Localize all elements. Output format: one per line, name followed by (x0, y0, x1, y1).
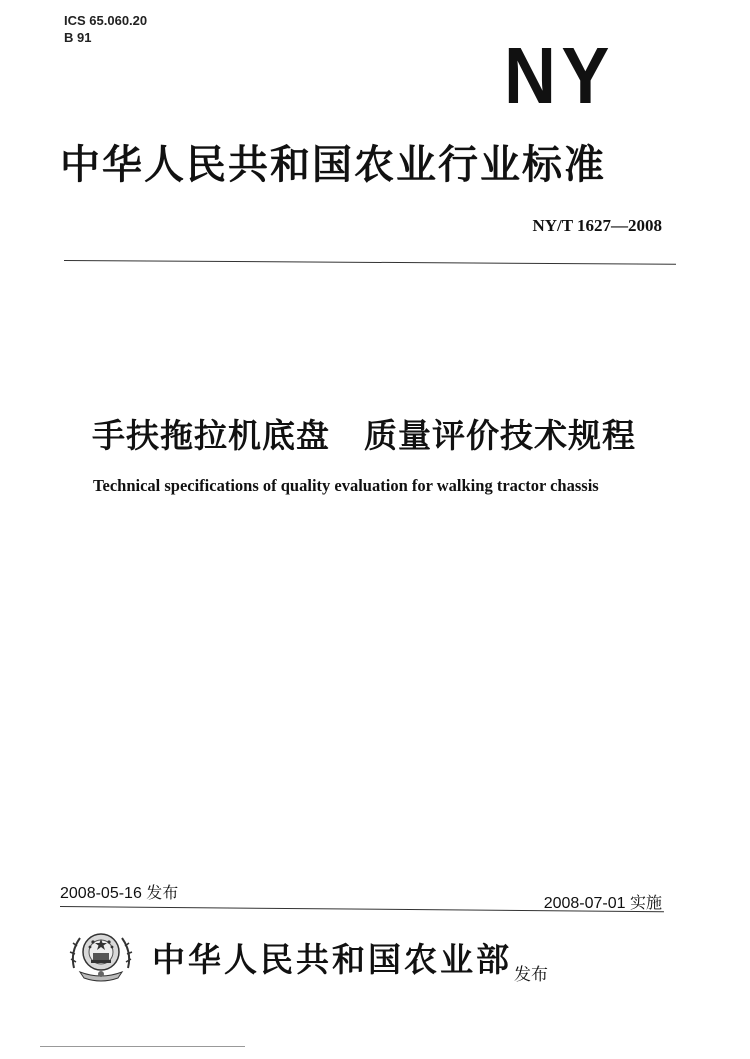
issuing-ministry: 中华人民共和国农业部 (152, 940, 512, 979)
classification-codes (64, 12, 147, 46)
standard-number: NY/T 1627—2008 (532, 216, 662, 235)
standard-category-title: 中华人民共和国农业行业标准 (60, 141, 606, 188)
ics-code: ICS 65.060.20 (64, 13, 148, 28)
national-emblem-icon (66, 922, 136, 986)
header-divider (64, 260, 676, 265)
scan-artifact-line (40, 1046, 245, 1047)
issue-date: 2008-05-16 发布 (60, 885, 179, 902)
document-title-cn: 手扶拖拉机底盘 质量评价技术规程 (92, 416, 636, 455)
ny-logo: NY (504, 31, 615, 120)
ccs-code: B 91 (64, 30, 92, 45)
document-title-en: Technical specifications of quality evaluation for walking tractor chassis (93, 476, 599, 495)
publish-label: 发布 (514, 965, 548, 985)
effective-date: 2008-07-01 实施 (543, 895, 662, 912)
